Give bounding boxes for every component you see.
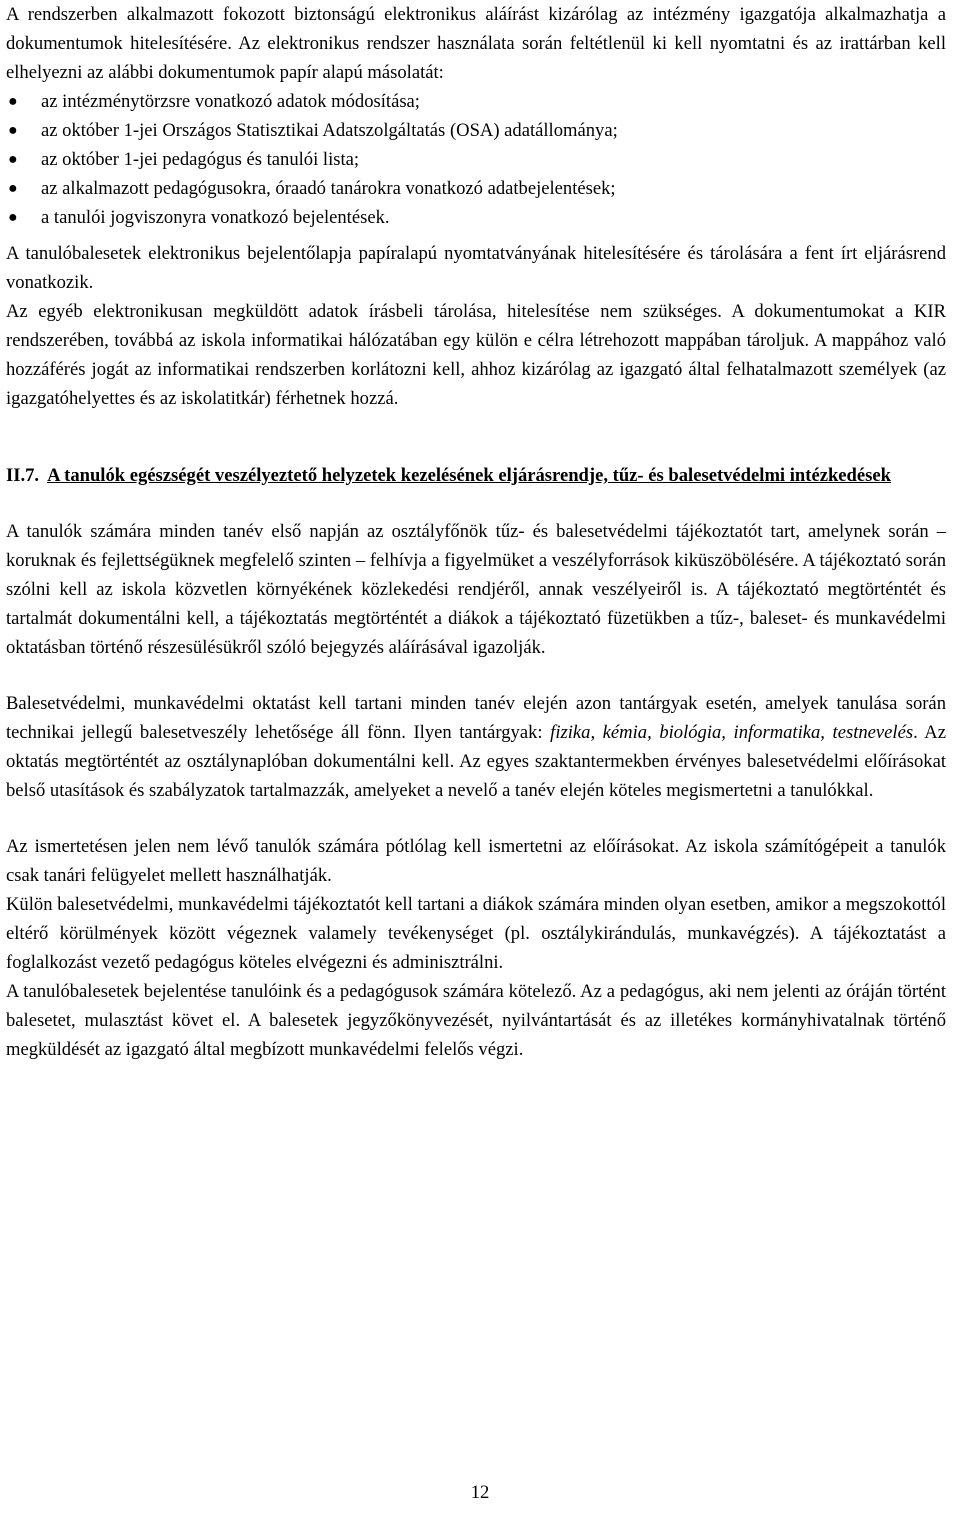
bullet-icon: ● <box>8 209 18 226</box>
paragraph-subject-safety: Balesetvédelmi, munkavédelmi oktatást kell tartani minden tanév elején azon tantárgyak esetén, amelyek tanulása során technikai jellegű balesetveszély lehetősége áll fönn. Ilyen tantárgyak: fizika, kémia, biológia, informatika, testnevelés. Az oktatás megtörténtét az osztálynaplóban dokumentálni kell. Az egyes szaktantermekben érvényes balesetvédelmi előírásokat belső utasítások és szabályzatok tartalmazzák, amelyeket a nevelő a tanév elején köteles megismertetni a tanulókkal. <box>6 693 946 801</box>
list-item: ● az alkalmazott pedagógusokra, óraadó tanárokra vonatkozó adatbejelentések; <box>6 174 946 203</box>
page-number: 12 <box>470 1482 490 1503</box>
section-number: II.7. <box>6 465 40 486</box>
paragraph-safety-briefing: A tanulók számára minden tanév első napján az osztályfőnök tűz- és balesetvédelmi tájékoztatót tart, amelynek során – koruknak és fejlettségüknek megfelelő szinten – felhívja a figyelmüket a veszélyforrások kiküszöbölésére. A tájékoztató során szólni kell az iskola közvetlen környékének közlekedési rendjéről, annak veszélyeiről is. A tájékoztató megtörténtét és tartalmát dokumentálni kell, a tájékoztatás megtörténtét a diákok a tájékoztató füzetükben a tűz-, baleset- és munkavédelmi oktatásban történő részesülésükről szóló bejegyzés aláírásával igazolják. <box>6 521 946 658</box>
document-page <box>6 0 946 1064</box>
bullet-icon: ● <box>8 180 18 197</box>
list-item: ● az október 1-jei Országos Statisztikai Adatszolgáltatás (OSA) adatállománya; <box>6 116 946 145</box>
list-item: ● az október 1-jei pedagógus és tanulói lista; <box>6 145 946 174</box>
section-heading <box>6 461 946 490</box>
paragraph-special-briefing: Külön balesetvédelmi, munkavédelmi tájékoztatót kell tartani a diákok számára minden olyan esetben, amikor a megszokottól eltérő körülmények között végeznek valamely tevékenységet (pl. osztálykirándulás, munkavégzés). A tájékoztatást a foglalkozást vezető pedagógus köteles elvégezni és adminisztrálni. <box>6 894 946 973</box>
subject-list: fizika, kémia, biológia, informatika, testnevelés <box>550 722 914 743</box>
paragraph-accident-report: A tanulóbalesetek elektronikus bejelentőlapja papíralapú nyomtatványának hitelesítésére és tárolására a fent írt eljárásrend vonatkozik. <box>6 243 946 293</box>
bullet-icon: ● <box>8 151 18 168</box>
list-item: ● a tanulói jogviszonyra vonatkozó bejelentések. <box>6 203 946 232</box>
paragraph-storage: Az egyéb elektronikusan megküldött adatok írásbeli tárolása, hitelesítése nem szükséges. A dokumentumokat a KIR rendszerében, továbbá az iskola informatikai hálózatában egy külön e célra létrehozott mappában tároljuk. A mappához való hozzáférés jogát az informatikai rendszerben korlátozni kell, ahhoz kizárólag az igazgató által felhatalmazott személyek (az igazgatóhelyettes és az iskolatitkár) férhetnek hozzá. <box>6 301 946 409</box>
paragraph-absent-students: Az ismertetésen jelen nem lévő tanulók számára pótlólag kell ismertetni az előírásokat. Az iskola számítógépeit a tanulók csak tanári felügyelet mellett használhatják. <box>6 836 946 886</box>
bullet-icon: ● <box>8 93 18 110</box>
bullet-icon: ● <box>8 122 18 139</box>
paragraph-accident-reporting: A tanulóbalesetek bejelentése tanulóink és a pedagógusok számára kötelező. Az a pedagógus, aki nem jelenti az óráján történt balesetet, mulasztást követ el. A balesetek jegyzőkönyvezését, nyilvántartását és az illetékes kormányhivatalnak történő megküldését az igazgató által megbízott munkavédelmi felelős végzi. <box>6 981 946 1060</box>
paragraph-electronic-signature: A rendszerben alkalmazott fokozott biztonságú elektronikus aláírást kizárólag az intézmény igazgatója alkalmazhatja a dokumentumok hitelesítésére. Az elektronikus rendszer használata során feltétlenül ki kell nyomtatni és az irattárban kell elhelyezni az alábbi dokumentumok papír alapú másolatát: <box>6 4 946 83</box>
document-list <box>6 87 946 232</box>
list-item: ● az intézménytörzsre vonatkozó adatok módosítása; <box>6 87 946 116</box>
section-title: A tanulók egészségét veszélyeztető helyzetek kezelésének eljárásrendje, tűz- és balesetvédelmi intézkedések <box>47 465 891 486</box>
